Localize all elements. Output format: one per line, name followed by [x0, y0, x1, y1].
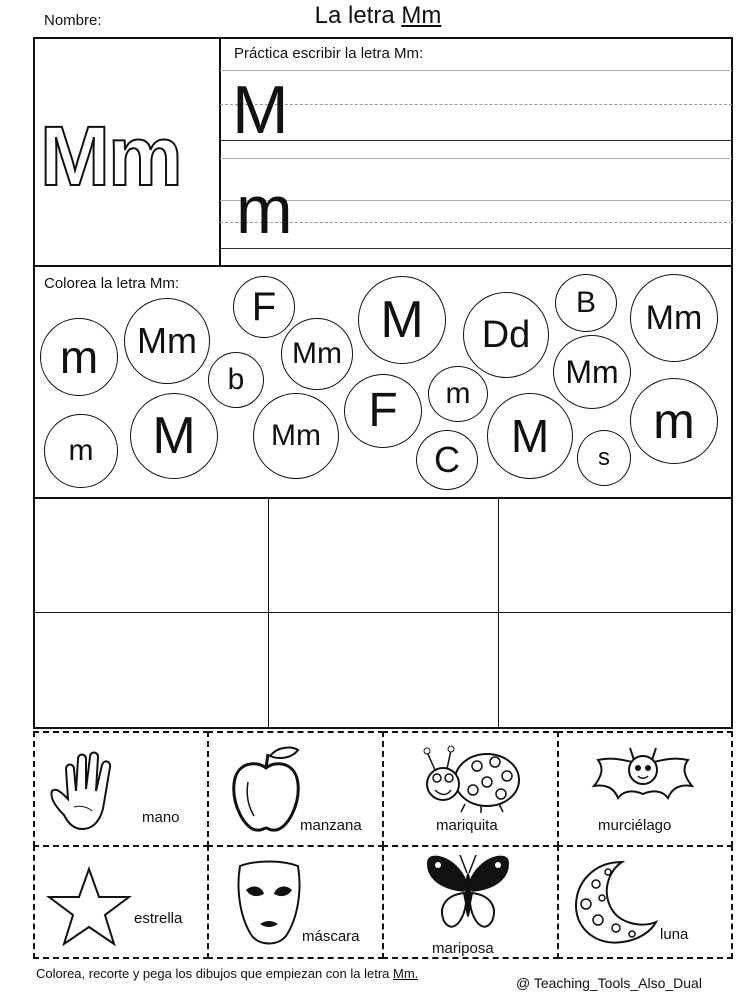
trace-uppercase: M — [232, 72, 289, 148]
writing-line — [220, 222, 732, 223]
letter-bubble[interactable]: Mm — [124, 298, 210, 384]
butterfly-icon — [426, 851, 510, 937]
ladybug-icon — [415, 744, 525, 814]
trace-lowercase: m — [236, 172, 293, 248]
bat-icon — [588, 742, 698, 816]
picture-word: mariquita — [436, 817, 498, 834]
letter-bubble[interactable]: Mm — [553, 335, 631, 409]
writing-line — [220, 140, 732, 141]
letter-bubble[interactable]: M — [487, 393, 573, 479]
star-icon — [46, 866, 132, 948]
writing-line — [220, 70, 732, 71]
grid-line — [268, 497, 269, 729]
picture-word: manzana — [300, 817, 362, 834]
letter-bubble[interactable]: C — [416, 430, 478, 490]
picture-word: estrella — [134, 910, 183, 927]
letter-bubble[interactable]: F — [233, 276, 295, 338]
apple-icon — [226, 742, 306, 838]
footer-instructions — [36, 966, 418, 981]
paste-grid — [33, 497, 733, 729]
picture-word: luna — [660, 926, 689, 943]
picture-word: máscara — [302, 928, 360, 945]
instructions-text: Colorea, recorte y pega los dibujos que empiezan con la letra — [36, 966, 393, 981]
picture-word: murciélago — [598, 817, 672, 834]
letter-bubble[interactable]: Mm — [281, 318, 353, 390]
practice-label: Práctica escribir la letra Mm: — [234, 45, 424, 62]
coloring-label: Colorea la letra Mm: — [44, 275, 180, 292]
writing-line — [220, 104, 732, 105]
letter-bubble[interactable]: m — [428, 366, 488, 422]
instructions-letter: Mm. — [393, 966, 419, 981]
grid-line — [498, 497, 499, 729]
picture-word: mariposa — [432, 940, 494, 957]
letter-bubble[interactable]: b — [208, 352, 264, 408]
letter-bubble[interactable]: F — [344, 374, 422, 448]
letter-bubble[interactable]: Mm — [630, 274, 718, 362]
letter-bubble[interactable]: m — [630, 378, 718, 464]
letter-bubble[interactable]: m — [44, 414, 118, 488]
writing-line — [220, 248, 732, 249]
title-letter: Mm — [401, 2, 442, 29]
hand-icon — [44, 745, 144, 835]
title-prefix: La letra — [314, 2, 402, 29]
letter-bubble[interactable]: M — [358, 276, 446, 364]
mask-icon — [232, 856, 306, 948]
tracing-divider — [219, 37, 221, 267]
writing-line — [220, 200, 732, 201]
letter-bubble[interactable]: m — [40, 318, 118, 396]
grid-line — [33, 612, 733, 613]
writing-line — [220, 158, 732, 159]
outline-letters: Mm — [40, 109, 181, 203]
moon-icon — [572, 858, 662, 948]
picture-word: mano — [142, 809, 180, 826]
credit-text: @ Teaching_Tools_Also_Dual — [516, 975, 702, 991]
letter-bubble[interactable]: Dd — [463, 292, 549, 378]
letter-bubble[interactable]: s — [577, 430, 631, 486]
name-label: Nombre: — [44, 12, 102, 29]
letter-bubble[interactable]: Mm — [253, 393, 339, 479]
letter-bubble[interactable]: M — [130, 393, 218, 479]
letter-bubble[interactable]: B — [555, 274, 617, 332]
page-title — [0, 2, 756, 30]
